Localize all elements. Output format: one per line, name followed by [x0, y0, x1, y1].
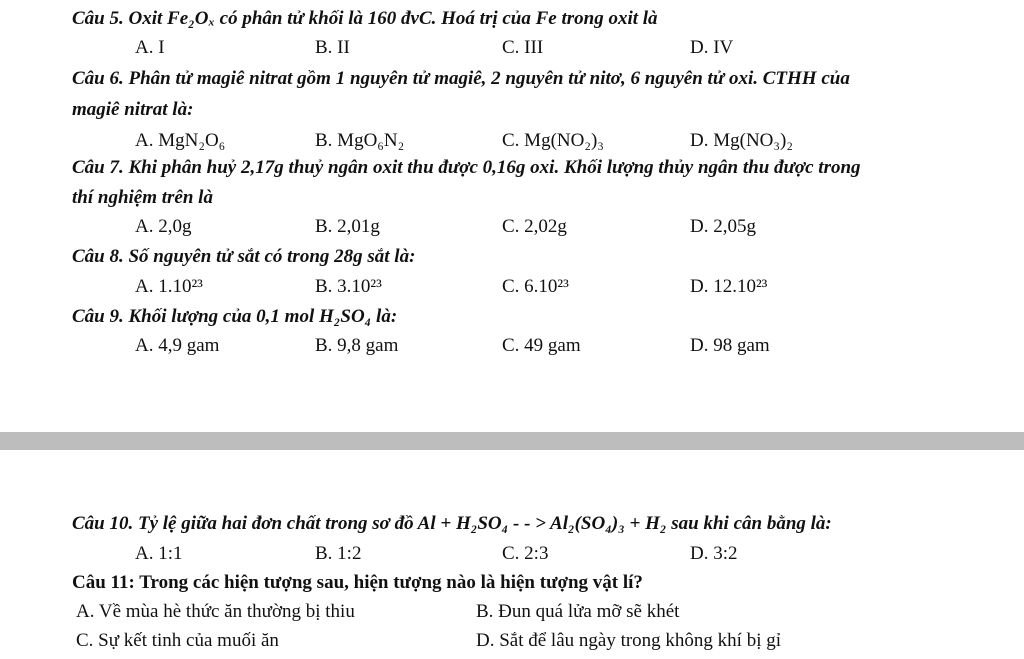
question-10 [0, 513, 1024, 539]
question-5 [0, 8, 1024, 34]
option-a: A. 1:1 [135, 543, 183, 564]
option-c: C. Mg(NO₂)₃ [502, 130, 604, 151]
document-page-bottom [0, 450, 1024, 659]
option-d: D. 12.10²³ [690, 276, 768, 297]
question-7-line-2: thí nghiệm trên là [72, 187, 213, 208]
option-c: C. III [502, 37, 544, 58]
option-c: C. 2,02g [502, 216, 567, 237]
question-8-text: Câu 8. Số nguyên tử sắt có trong 28g sắt là: [72, 246, 416, 267]
question-7-line-1: Câu 7. Khi phân huỷ 2,17g thuỷ ngân oxit thu được 0,16g oxi. Khối lượng thủy ngân thu được trong [72, 157, 861, 178]
question-5-text: Câu 5. Oxit Fe₂Oₓ có phân tử khối là 160 đvC. Hoá trị của Fe trong oxit là [72, 8, 658, 29]
option-a: A. I [135, 37, 165, 58]
question-7 [0, 157, 1024, 183]
question-6-line-2-row [0, 99, 1024, 125]
question-8 [0, 246, 1024, 272]
option-d: D. 98 gam [690, 335, 770, 356]
option-d: D. Sắt để lâu ngày trong không khí bị gỉ [476, 630, 782, 651]
question-11 [0, 572, 1024, 598]
question-6-line-2: magiê nitrat là: [72, 99, 194, 120]
option-c: C. 6.10²³ [502, 276, 569, 297]
option-d: D. Mg(NO₃)₂ [690, 130, 793, 151]
question-8-options [0, 276, 1024, 302]
question-11-options-row-2 [0, 630, 1024, 656]
option-d: D. IV [690, 37, 734, 58]
page-separator [0, 432, 1024, 450]
option-a: A. 2,0g [135, 216, 192, 237]
option-c: C. Sự kết tinh của muối ăn [76, 630, 279, 651]
question-11-options-row-1 [0, 601, 1024, 627]
question-7-line-2-row [0, 187, 1024, 213]
option-a: A. Về mùa hè thức ăn thường bị thiu [76, 601, 355, 622]
question-5-options [0, 37, 1024, 63]
question-6-options [0, 130, 1024, 156]
question-6 [0, 68, 1024, 94]
option-a: A. MgN₂O₆ [135, 130, 226, 151]
question-9-options [0, 335, 1024, 361]
question-11-text: Câu 11: Trong các hiện tượng sau, hiện tượng nào là hiện tượng vật lí? [72, 572, 643, 593]
option-a: A. 4,9 gam [135, 335, 220, 356]
option-b: B. II [315, 37, 350, 58]
question-10-options [0, 543, 1024, 569]
option-b: B. MgO₆N₂ [315, 130, 405, 151]
option-b: B. 9,8 gam [315, 335, 399, 356]
option-d: D. 2,05g [690, 216, 756, 237]
question-10-text: Câu 10. Tỷ lệ giữa hai đơn chất trong sơ đồ Al + H₂SO₄ - - > Al₂(SO₄)₃ + H₂ sau khi cân bằng là: [72, 513, 832, 534]
option-d: D. 3:2 [690, 543, 738, 564]
option-c: C. 2:3 [502, 543, 549, 564]
option-c: C. 49 gam [502, 335, 581, 356]
option-b: B. 1:2 [315, 543, 362, 564]
question-9-text: Câu 9. Khối lượng của 0,1 mol H₂SO₄ là: [72, 306, 398, 327]
question-9 [0, 306, 1024, 332]
option-a: A. 1.10²³ [135, 276, 203, 297]
question-7-options [0, 216, 1024, 242]
question-6-line-1: Câu 6. Phân tử magiê nitrat gồm 1 nguyên tử magiê, 2 nguyên tử nitơ, 6 nguyên tử oxi. CTHH của [72, 68, 850, 89]
option-b: B. 2,01g [315, 216, 380, 237]
option-b: B. 3.10²³ [315, 276, 382, 297]
option-b: B. Đun quá lửa mỡ sẽ khét [476, 601, 680, 622]
